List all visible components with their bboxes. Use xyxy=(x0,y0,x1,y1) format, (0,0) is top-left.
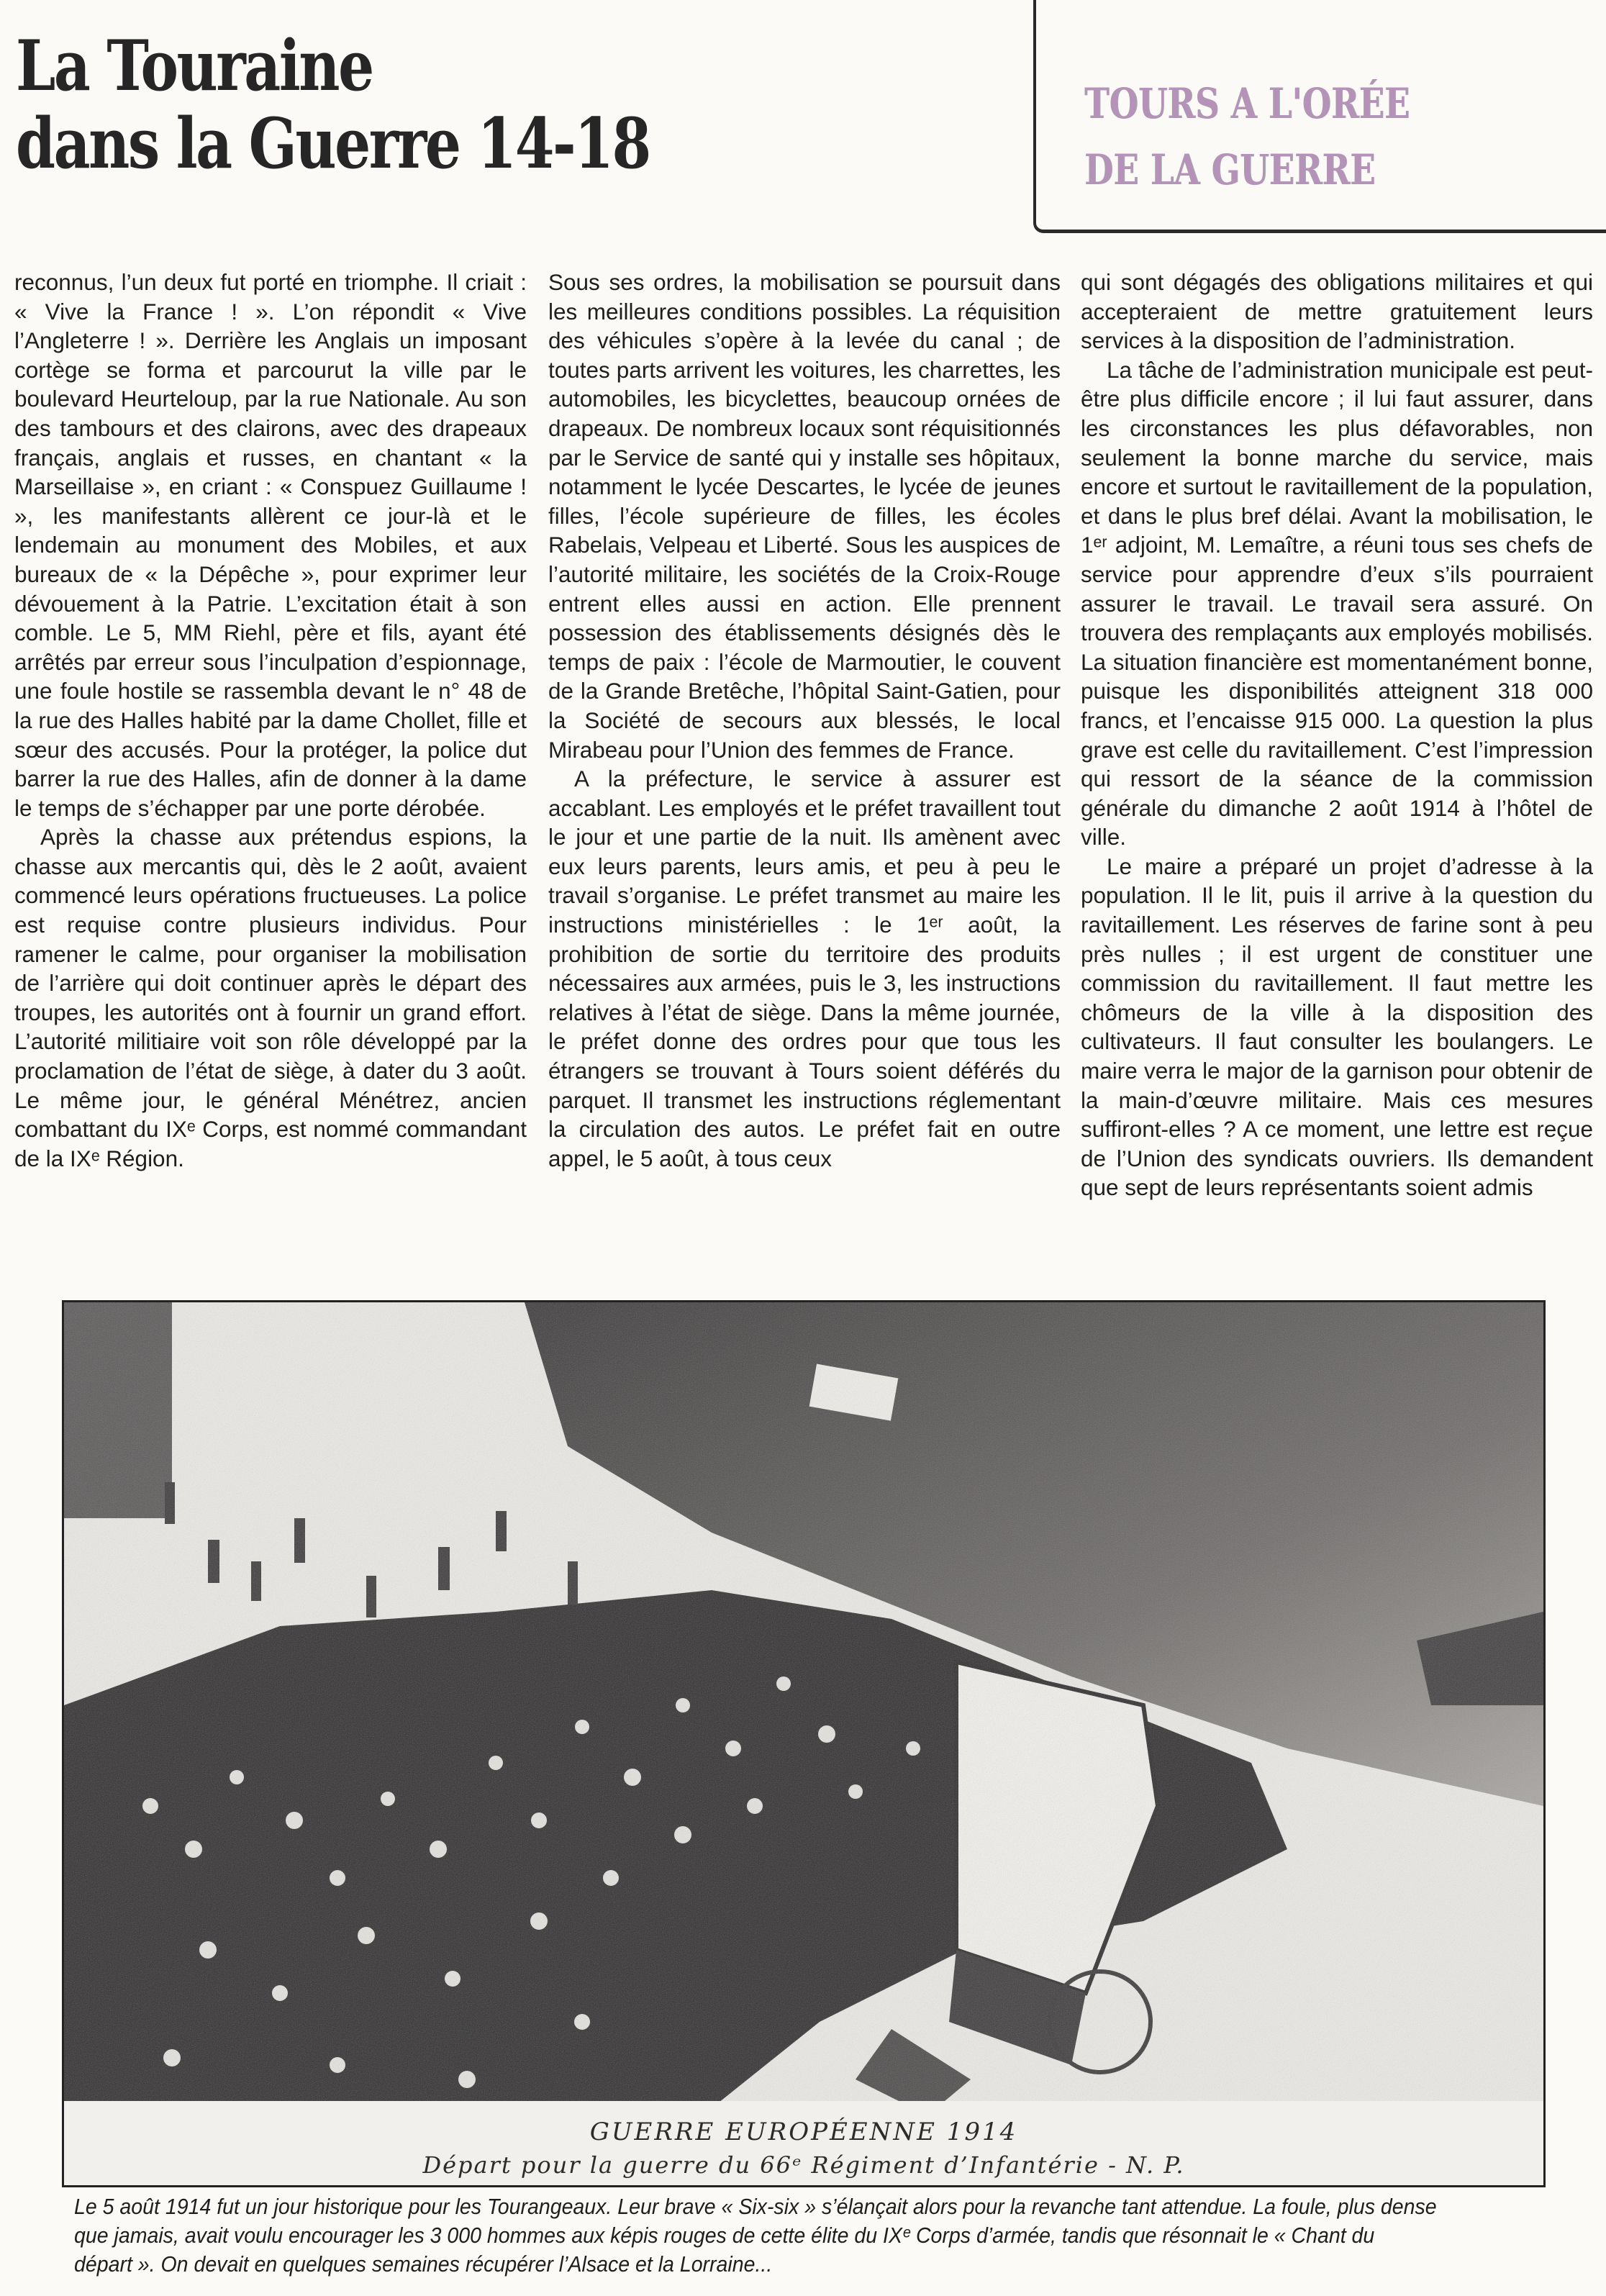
photo-illustration xyxy=(64,1302,1543,2185)
paragraph: Le maire a préparé un projet d’adresse à la population. Il le lit, puis il arrive à la question du ravitaillement. Les réserves de farine sont à peu près nulles ; il est urgent de constituer une commission du ravitaillement. Il faut mettre les chômeurs de la ville à la disposition des cultivateurs. Il faut consulter les boulangers. Le maire verra le major de la garnison pour obtenir de la main-d’œuvre militaire. Mais ces mesures suffiront-elles ? A ce moment, une lettre est reçue de l’Union des syndicats ouvriers. Ils demandent que sept de leurs représentants soient admis xyxy=(1081,853,1593,1201)
article-title xyxy=(16,27,650,183)
photo-legend: Le 5 août 1914 fut un jour historique pour les Tourangeaux. Leur brave « Six-six » s’élançait alors pour la revanche tant attendue. La foule, plus dense que jamais, avait voulu encourager les 3 000 hommes aux képis rouges de cette élite du IXᵉ Corps d’armée, tandis que résonnait le « Chant du départ ». On devait en quelques semaines récupérer l’Alsace et la Lorraine... xyxy=(74,2194,1437,2277)
photo-caption-title: GUERRE EUROPÉENNE 1914 xyxy=(589,2118,1018,2146)
title-line-1: La Touraine xyxy=(16,25,373,106)
text-column-1 xyxy=(14,268,527,1173)
archival-photo xyxy=(62,1300,1546,2187)
text-column-2 xyxy=(548,268,1061,1173)
rubric-line-2: DE LA GUERRE xyxy=(1084,145,1376,194)
paragraph: A la préfecture, le service à assurer est accablant. Les employés et le préfet travaillent tout le jour et une partie de la nuit. Ils amènent avec eux leurs parents, leurs amis, et peu à peu le travail s’organise. Le préfet transmet au maire les instructions ministérielles : le 1ᵉʳ août, la prohibition de sortie du territoire des produits nécessaires aux armées, puis le 3, les instructions relatives à l’état de siège. Dans la même journée, le préfet donne des ordres pour que tous les étrangers se trouvant à Tours soient déférés du parquet. Il transmet les instructions réglementant la circulation des autos. Le préfet fait en outre appel, le 5 août, à tous ceux xyxy=(548,766,1061,1171)
paragraph: La tâche de l’administration municipale est peut-être plus difficile encore ; il lui faut assurer, dans les circonstances les plus défavorables, non seulement la bonne marche du service, mais encore et surtout le ravitaillement de la population, et dans le plus bref délai. Avant la mobilisation, le 1ᵉʳ adjoint, M. Lemaître, a réuni tous ses chefs de service pour apprendre d’eux s’ils pourraient assurer le travail. Le travail sera assuré. On trouvera des remplaçants aux employés mobilisés. La situation financière est momentanément bonne, puisque les disponibilités atteignent 318 000 francs, et l’encaisse 915 000. La question la plus grave est celle du ravitaillement. C’est l’impression qui ressort de la séance de la commission générale du dimanche 2 août 1914 à l’hôtel de ville. xyxy=(1081,356,1593,850)
section-rubric xyxy=(1084,71,1410,203)
title-line-2: dans la Guerre 14-18 xyxy=(16,103,650,184)
text-column-3 xyxy=(1081,268,1593,1202)
rubric-line-1: TOURS A L'ORÉE xyxy=(1084,79,1410,128)
paragraph: Sous ses ordres, la mobilisation se poursuit dans les meilleures conditions possibles. La réquisition des véhicules s’opère à la levée du canal ; de toutes parts arrivent les voitures, les charrettes, les automobiles, les bicyclettes, beaucoup ornées de drapeaux. De nombreux locaux sont réquisitionnés par le Service de santé qui y installe ses hôpitaux, notamment le lycée Descartes, le lycée de jeunes filles, l’école supérieure de filles, les écoles Rabelais, Velpeau et Liberté. Sous les auspices de l’autorité militaire, les sociétés de la Croix-Rouge entrent elles aussi en action. Elle prennent possession des établissements désignés dès le temps de paix : l’école de Marmoutier, le couvent de la Grande Bretêche, l’hôpital Saint-Gatien, pour la Société de secours aux blessés, le local Mirabeau pour l’Union des femmes de France. xyxy=(548,269,1061,763)
photo-grain xyxy=(64,1302,1543,2185)
paragraph: qui sont dégagés des obligations militaires et qui accepteraient de mettre gratuitement leurs services à la disposition de l’administration. xyxy=(1081,269,1593,354)
paragraph: reconnus, l’un deux fut porté en triomphe. Il criait : « Vive la France ! ». L’on répondit « Vive l’Angleterre ! ». Derrière les Anglais un imposant cortège se forma et parcourut la ville par le boulevard Heurteloup, par la rue Nationale. Au son des tambours et des clairons, avec des drapeaux français, anglais et russes, en chantant « la Marseillaise », en criant : « Conspuez Guillaume ! », les manifestants allèrent ce jour-là et le lendemain au monument des Mobiles, et aux bureaux de « la Dépêche », pour exprimer leur dévouement à la Patrie. L’excitation était à son comble. Le 5, MM Riehl, père et fils, ayant été arrêtés par erreur sous l’inculpation d’espionnage, une foule hostile se rassembla devant le n° 48 de la rue des Halles habité par la dame Chollet, fille et sœur des accusés. Pour la protéger, la police dut barrer la rue des Halles, afin de donner à la dame le temps de s’échapper par une porte dérobée. xyxy=(14,269,527,821)
paragraph: Après la chasse aux prétendus espions, la chasse aux mercantis qui, dès le 2 août, avaient commencé leurs opérations fructueuses. La police est requise contre plusieurs individus. Pour ramener le calme, pour organiser la mobilisation de l’arrière qui doit continuer après le départ des troupes, les autorités ont à fournir un grand effort. L’autorité militiaire voit son rôle développé par la proclamation de l’état de siège, à dater du 3 août. Le même jour, le général Ménétrez, ancien combattant du IXᵉ Corps, est nommé commandant de la IXᵉ Région. xyxy=(14,824,527,1171)
photo-caption-subtitle: Départ pour la guerre du 66ᵉ Régiment d’Infantérie - N. P. xyxy=(422,2151,1185,2179)
